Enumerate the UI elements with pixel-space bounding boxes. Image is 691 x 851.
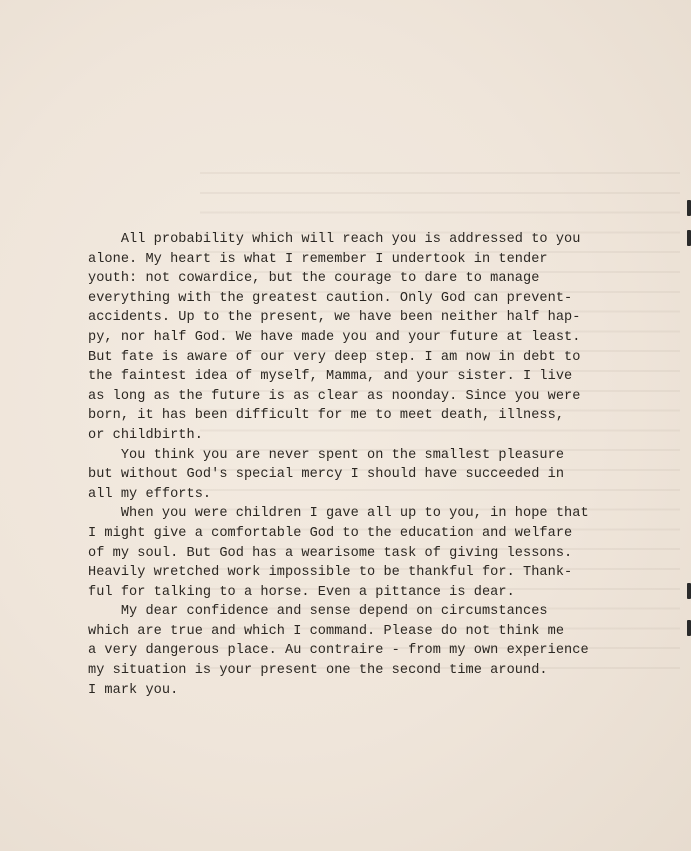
text-line: I might give a comfortable God to the education and welfare bbox=[88, 525, 573, 541]
text-line: youth: not cowardice, but the courage to dare to manage bbox=[88, 271, 540, 287]
text-line: or childbirth. bbox=[88, 427, 203, 443]
text-line: My dear confidence and sense depend on circumstances bbox=[88, 604, 548, 620]
text-line: py, nor half God. We have made you and your future at least. bbox=[88, 329, 581, 345]
text-line: all my efforts. bbox=[88, 486, 212, 502]
text-line: which are true and which I command. Please do not think me bbox=[88, 623, 565, 639]
typed-letter-body bbox=[88, 230, 628, 700]
text-line: alone. My heart is what I remember I undertook in tender bbox=[88, 251, 548, 267]
text-line: When you were children I gave all up to you, in hope that bbox=[88, 506, 589, 522]
binding-hole-mark bbox=[687, 583, 691, 599]
text-line: a very dangerous place. Au contraire - from my own experience bbox=[88, 643, 589, 659]
binding-hole-mark bbox=[687, 200, 691, 216]
text-line: but without God's special mercy I should have succeeded in bbox=[88, 467, 565, 483]
text-line: everything with the greatest caution. Only God can prevent- bbox=[88, 290, 573, 306]
text-line: You think you are never spent on the smallest pleasure bbox=[88, 447, 565, 463]
text-line: my situation is your present one the second time around. bbox=[88, 663, 548, 679]
text-line: ful for talking to a horse. Even a pittance is dear. bbox=[88, 584, 515, 600]
text-line: born, it has been difficult for me to meet death, illness, bbox=[88, 408, 565, 424]
text-line: Heavily wretched work impossible to be thankful for. Thank- bbox=[88, 565, 573, 581]
binding-hole-mark bbox=[687, 620, 691, 636]
text-line: accidents. Up to the present, we have been neither half hap- bbox=[88, 310, 581, 326]
text-line: as long as the future is as clear as noonday. Since you were bbox=[88, 388, 581, 404]
text-line: I mark you. bbox=[88, 682, 179, 698]
text-line: But fate is aware of our very deep step. I am now in debt to bbox=[88, 349, 581, 365]
text-line: of my soul. But God has a wearisome task of giving lessons. bbox=[88, 545, 573, 561]
text-line: the faintest idea of myself, Mamma, and your sister. I live bbox=[88, 369, 573, 385]
binding-hole-mark bbox=[687, 230, 691, 246]
text-line: All probability which will reach you is addressed to you bbox=[88, 232, 581, 247]
